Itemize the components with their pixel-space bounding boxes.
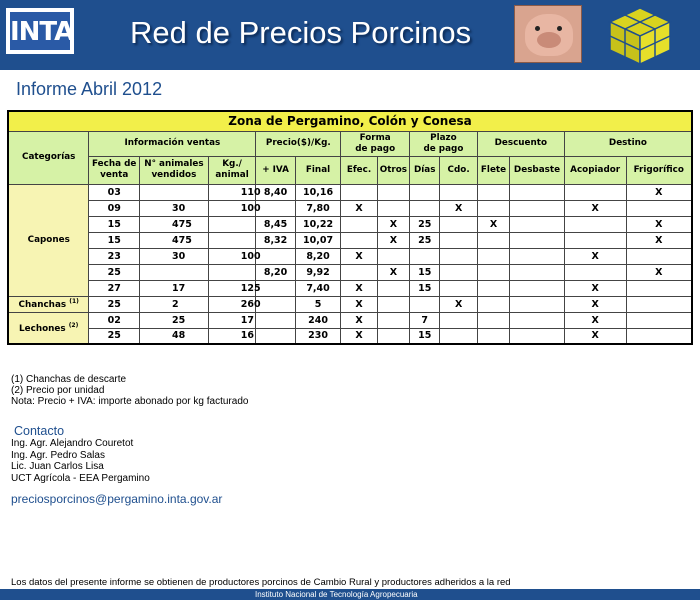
cell-desbaste [510, 328, 565, 344]
subheader-fecha [89, 156, 140, 184]
footnote-2: (2) Precio por unidad [11, 385, 105, 396]
header-categorias: Categorías [8, 131, 89, 184]
cell-fecha: 09 [89, 200, 140, 216]
cell-dias: 25 [410, 232, 440, 248]
category-chanchas-note: (1) [69, 298, 79, 306]
cell-dias: 15 [410, 280, 440, 296]
subheader-final: Final [295, 156, 341, 184]
cell-efec [341, 232, 377, 248]
footnotes [11, 374, 248, 407]
cell-iva [256, 280, 295, 296]
cell-kg: 17 [208, 312, 256, 328]
footnote-1: (1) Chanchas de descarte [11, 374, 127, 385]
cell-frigorifico [626, 200, 692, 216]
table-row [8, 264, 692, 280]
cell-fecha: 23 [89, 248, 140, 264]
cell-cdo [440, 312, 477, 328]
cell-frigorifico [626, 328, 692, 344]
cell-fecha: 25 [89, 328, 140, 344]
price-table [7, 110, 693, 345]
cell-fecha: 25 [89, 296, 140, 312]
cell-otros: X [377, 264, 409, 280]
table-row [8, 200, 692, 216]
footnote-nota: Nota: Precio + IVA: importe abonado por kg facturado [11, 396, 249, 407]
cell-final: 9,92 [295, 264, 341, 280]
cell-final: 7,80 [295, 200, 341, 216]
cell-otros [377, 312, 409, 328]
subheader-iva: + IVA [256, 156, 295, 184]
cell-iva: 8,40 [256, 184, 295, 200]
cell-efec: X [341, 200, 377, 216]
cell-final: 5 [295, 296, 341, 312]
cell-acopiador: X [564, 248, 626, 264]
cell-otros: X [377, 216, 409, 232]
cell-fecha: 02 [89, 312, 140, 328]
subheader-flete: Flete [477, 156, 509, 184]
contact-person: Ing. Agr. Alejandro Couretot [11, 438, 134, 449]
cell-acopiador [564, 232, 626, 248]
subheader-kg [208, 156, 256, 184]
cell-otros [377, 200, 409, 216]
header-descuento: Descuento [477, 131, 564, 156]
category-lechones [8, 312, 89, 344]
contact-list [11, 438, 150, 484]
cell-animales: 48 [140, 328, 209, 344]
cell-efec [341, 216, 377, 232]
cell-flete: X [477, 216, 509, 232]
footer-institute-bar: Instituto Nacional de Tecnología Agropecuaria [0, 589, 700, 600]
cell-iva [256, 328, 295, 344]
cell-acopiador [564, 184, 626, 200]
subheader-fecha-line2: venta [100, 170, 129, 180]
cell-otros [377, 280, 409, 296]
cell-fecha: 15 [89, 232, 140, 248]
cell-flete [477, 200, 509, 216]
pig-photo [514, 5, 582, 63]
cell-efec: X [341, 328, 377, 344]
cell-efec: X [341, 248, 377, 264]
cell-flete [477, 296, 509, 312]
cell-animales: 475 [140, 216, 209, 232]
cell-flete [477, 312, 509, 328]
cell-kg: 125 [208, 280, 256, 296]
cell-efec: X [341, 312, 377, 328]
subheader-animales-line2: vendidos [151, 170, 197, 180]
subheader-otros: Otros [377, 156, 409, 184]
cell-fecha: 03 [89, 184, 140, 200]
cell-desbaste [510, 296, 565, 312]
contact-email-link[interactable]: preciosporcinos@pergamino.inta.gov.ar [11, 492, 223, 506]
table-row [8, 232, 692, 248]
cell-cdo: X [440, 200, 477, 216]
cell-kg [208, 216, 256, 232]
cell-otros [377, 328, 409, 344]
header-forma-pago-line2: de pago [355, 143, 396, 154]
header-forma-pago-line1: Forma [359, 132, 391, 143]
header-informacion-ventas: Información ventas [89, 131, 256, 156]
cell-fecha: 15 [89, 216, 140, 232]
contact-person: Ing. Agr. Pedro Salas [11, 449, 105, 461]
cell-kg [208, 232, 256, 248]
cell-dias: 15 [410, 264, 440, 280]
cell-kg: 100 [208, 248, 256, 264]
table-row [8, 328, 692, 344]
cell-desbaste [510, 216, 565, 232]
cell-iva: 8,45 [256, 216, 295, 232]
cell-final: 10,07 [295, 232, 341, 248]
cell-flete [477, 248, 509, 264]
cell-fecha: 27 [89, 280, 140, 296]
cell-animales: 30 [140, 200, 209, 216]
cell-iva: 8,20 [256, 264, 295, 280]
cell-frigorifico [626, 280, 692, 296]
cell-animales [140, 184, 209, 200]
cell-cdo: X [440, 296, 477, 312]
cell-flete [477, 328, 509, 344]
cell-cdo [440, 184, 477, 200]
subheader-acopiador: Acopiador [564, 156, 626, 184]
cube-logo-icon [600, 4, 678, 66]
cell-animales: 2 [140, 296, 209, 312]
table-body [8, 184, 692, 344]
cell-iva: 8,32 [256, 232, 295, 248]
subheader-fecha-line1: Fecha de [92, 159, 137, 169]
cell-acopiador: X [564, 296, 626, 312]
cell-cdo [440, 232, 477, 248]
header-plazo-pago [410, 131, 478, 156]
header-plazo-pago-line1: Plazo [430, 132, 457, 143]
zone-title: Zona de Pergamino, Colón y Conesa [8, 111, 692, 131]
inta-logo[interactable] [6, 8, 74, 54]
cell-desbaste [510, 200, 565, 216]
cell-dias [410, 184, 440, 200]
cell-animales: 30 [140, 248, 209, 264]
cell-final: 230 [295, 328, 341, 344]
header-precio: Precio($)/Kg. [256, 131, 341, 156]
cell-kg [208, 264, 256, 280]
cell-cdo [440, 264, 477, 280]
cell-kg: 16 [208, 328, 256, 344]
header-plazo-pago-line2: de pago [423, 143, 464, 154]
cell-efec: X [341, 296, 377, 312]
contact-unit: UCT Agrícola - EEA Pergamino [11, 472, 150, 484]
cell-cdo [440, 216, 477, 232]
cell-frigorifico: X [626, 232, 692, 248]
cell-acopiador: X [564, 280, 626, 296]
cell-otros: X [377, 232, 409, 248]
cell-cdo [440, 328, 477, 344]
cell-frigorifico [626, 248, 692, 264]
cell-iva [256, 296, 295, 312]
header-destino: Destino [564, 131, 692, 156]
cell-acopiador: X [564, 312, 626, 328]
category-lechones-label: Lechones [19, 323, 66, 334]
cell-kg: 100 [208, 200, 256, 216]
cell-dias: 7 [410, 312, 440, 328]
cell-fecha: 25 [89, 264, 140, 280]
table-row [8, 184, 692, 200]
header-banner [0, 0, 700, 70]
category-capones: Capones [8, 184, 89, 296]
subheader-dias: Días [410, 156, 440, 184]
header-forma-pago [341, 131, 410, 156]
cell-final: 10,16 [295, 184, 341, 200]
cell-acopiador: X [564, 328, 626, 344]
cell-otros [377, 296, 409, 312]
subheader-kg-line1: Kg./ [222, 159, 242, 169]
cell-dias: 15 [410, 328, 440, 344]
subheader-animales-line1: N° animales [144, 159, 204, 169]
subheader-cdo: Cdo. [440, 156, 477, 184]
cell-animales [140, 264, 209, 280]
cell-dias [410, 200, 440, 216]
cell-dias [410, 296, 440, 312]
cell-flete [477, 184, 509, 200]
pig-eye-right [557, 26, 562, 31]
cell-frigorifico [626, 296, 692, 312]
report-title: Informe Abril 2012 [16, 79, 163, 99]
cell-acopiador [564, 216, 626, 232]
cell-animales: 475 [140, 232, 209, 248]
cell-final: 240 [295, 312, 341, 328]
pig-snout-shape [537, 32, 561, 48]
subheader-animales [140, 156, 209, 184]
cell-flete [477, 232, 509, 248]
logo-text: INTA [10, 12, 70, 50]
table-row [8, 216, 692, 232]
cell-animales: 25 [140, 312, 209, 328]
cell-kg: 110 [208, 184, 256, 200]
cell-efec: X [341, 280, 377, 296]
subheader-kg-line2: animal [215, 170, 249, 180]
cell-cdo [440, 280, 477, 296]
subheader-desbaste: Desbaste [510, 156, 565, 184]
cell-desbaste [510, 184, 565, 200]
site-title: Red de Precios Porcinos [130, 15, 472, 50]
contact-title: Contacto [14, 424, 65, 438]
cell-desbaste [510, 280, 565, 296]
subheader-efec: Efec. [341, 156, 377, 184]
cell-desbaste [510, 232, 565, 248]
cell-frigorifico: X [626, 264, 692, 280]
price-table-container [7, 110, 693, 345]
cell-final: 10,22 [295, 216, 341, 232]
category-lechones-note: (2) [68, 321, 79, 329]
table-row [8, 296, 692, 312]
cell-acopiador: X [564, 200, 626, 216]
cell-acopiador [564, 264, 626, 280]
cell-frigorifico: X [626, 184, 692, 200]
cell-iva [256, 312, 295, 328]
cell-otros [377, 184, 409, 200]
cell-desbaste [510, 264, 565, 280]
cell-dias: 25 [410, 216, 440, 232]
cell-final: 8,20 [295, 248, 341, 264]
subheader-frigorifico: Frigorífico [626, 156, 692, 184]
cell-final: 7,40 [295, 280, 341, 296]
cell-desbaste [510, 248, 565, 264]
category-chanchas-label: Chanchas [18, 299, 67, 310]
cell-frigorifico: X [626, 216, 692, 232]
pig-eye-left [535, 26, 540, 31]
cell-efec [341, 184, 377, 200]
cell-flete [477, 280, 509, 296]
cell-efec [341, 264, 377, 280]
cell-desbaste [510, 312, 565, 328]
table-row [8, 280, 692, 296]
cell-iva [256, 200, 295, 216]
cell-iva [256, 248, 295, 264]
cell-animales: 17 [140, 280, 209, 296]
cell-kg: 260 [208, 296, 256, 312]
table-row [8, 312, 692, 328]
cell-otros [377, 248, 409, 264]
contact-person: Lic. Juan Carlos Lisa [11, 461, 104, 472]
cell-cdo [440, 248, 477, 264]
footer-note: Los datos del presente informe se obtienen de productores porcinos de Cambio Rural y productores adheridos a la red [11, 577, 511, 588]
cell-dias [410, 248, 440, 264]
cell-flete [477, 264, 509, 280]
category-chanchas [8, 296, 89, 312]
table-row [8, 248, 692, 264]
cell-frigorifico [626, 312, 692, 328]
